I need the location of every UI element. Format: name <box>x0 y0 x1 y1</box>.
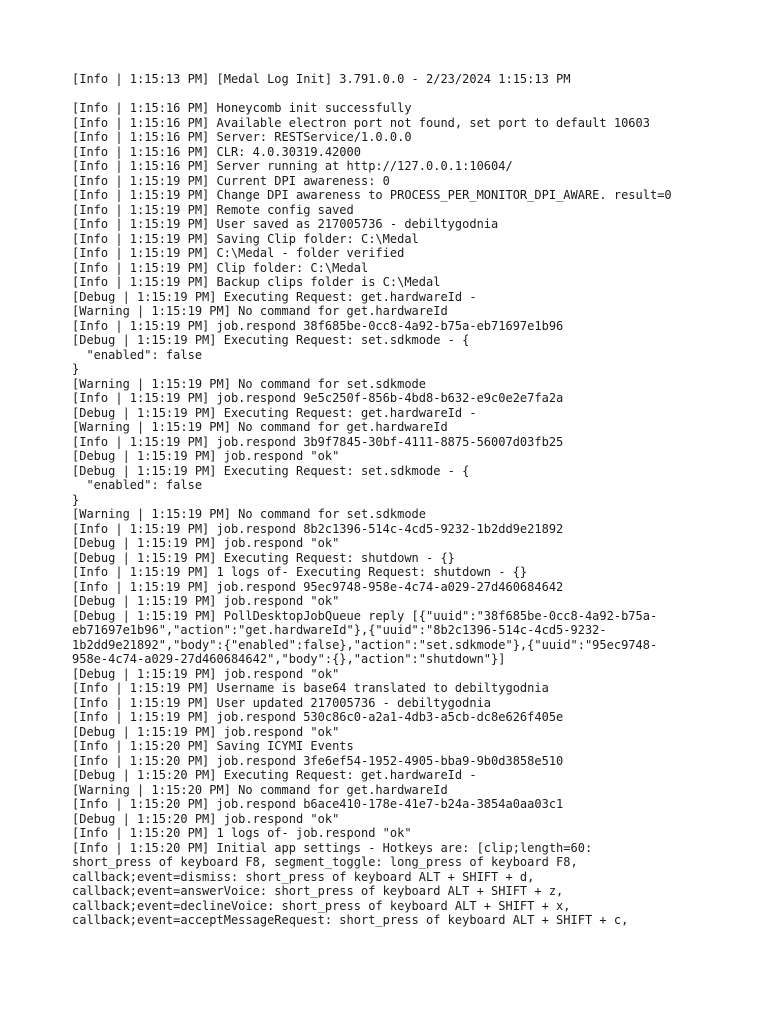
log-line: [Info | 1:15:19 PM] Change DPI awareness to PROCESS_PER_MONITOR_DPI_AWARE. result=0 <box>72 188 672 202</box>
log-line: [Debug | 1:15:20 PM] job.respond "ok" <box>72 811 340 826</box>
log-line: callback;event=acceptMessageRequest: short_press of keyboard ALT + SHIFT + c, <box>72 913 629 927</box>
log-line: [Info | 1:15:20 PM] job.respond 3fe6ef54-1952-4905-bba9-9b0d3858e510 <box>72 753 564 768</box>
log-line: [Debug | 1:15:19 PM] Executing Request: get.hardwareId - <box>72 405 477 420</box>
log-line: [Debug | 1:15:19 PM] job.respond "ok" <box>72 536 340 550</box>
log-line: [Debug | 1:15:19 PM] Executing Request: set.sdkmode - { <box>72 463 470 478</box>
blank-line <box>72 87 712 102</box>
log-line: [Info | 1:15:19 PM] User updated 217005736 - debiltygodnia <box>72 695 492 710</box>
log-line: short_press of keyboard F8, segment_toggle: long_press of keyboard F8, <box>72 855 578 869</box>
log-line: [Debug | 1:15:20 PM] Executing Request: get.hardwareId - <box>72 768 477 782</box>
log-line: [Info | 1:15:16 PM] Server: RESTService/1.0.0.0 <box>72 130 412 144</box>
log-line: [Info | 1:15:19 PM] User saved as 217005736 - debiltygodnia <box>72 217 499 231</box>
log-line: [Warning | 1:15:19 PM] No command for get.hardwareId <box>72 420 448 434</box>
log-line: [Info | 1:15:20 PM] Saving ICYMI Events <box>72 739 354 753</box>
log-line: [Debug | 1:15:19 PM] job.respond "ok" <box>72 666 340 681</box>
log-line: [Info | 1:15:20 PM] job.respond b6ace410-178e-41e7-b24a-3854a0aa03c1 <box>72 797 564 811</box>
log-line: [Debug | 1:15:19 PM] job.respond "ok" <box>72 449 340 463</box>
log-line: [Info | 1:15:19 PM] Username is base64 translated to debiltygodnia <box>72 681 549 695</box>
log-line: "enabled": false <box>72 347 203 362</box>
log-line: [Info | 1:15:16 PM] Honeycomb init successfully <box>72 101 412 115</box>
log-line: [Info | 1:15:19 PM] C:\Medal - folder verified <box>72 246 405 260</box>
log-line: [Debug | 1:15:19 PM] PollDesktopJobQueue reply [{"uuid":"38f685be-0cc8-4a92-b75a- <box>72 608 658 623</box>
log-line: } <box>72 492 80 507</box>
log-line: 958e-4c74-a029-27d460684642","body":{},"action":"shutdown"}] <box>72 652 506 666</box>
log-line: [Warning | 1:15:20 PM] No command for get.hardwareId <box>72 782 448 797</box>
log-line: [Info | 1:15:20 PM] 1 logs of- job.respond "ok" <box>72 826 412 840</box>
log-line: [Info | 1:15:16 PM] Available electron port not found, set port to default 10603 <box>72 115 650 130</box>
log-line: [Info | 1:15:20 PM] Initial app settings - Hotkeys are: [clip;length=60: <box>72 840 593 855</box>
log-line: callback;event=answerVoice: short_press of keyboard ALT + SHIFT + z, <box>72 884 564 898</box>
log-line: [Warning | 1:15:19 PM] No command for get.hardwareId <box>72 304 448 318</box>
log-line: [Info | 1:15:19 PM] Saving Clip folder: C:\Medal <box>72 231 419 246</box>
log-line: [Info | 1:15:16 PM] Server running at http://127.0.0.1:10604/ <box>72 159 513 173</box>
log-line: [Info | 1:15:19 PM] 1 logs of- Executing Request: shutdown - {} <box>72 565 528 579</box>
log-line: } <box>72 362 80 376</box>
log-line: [Info | 1:15:16 PM] CLR: 4.0.30319.42000 <box>72 144 361 159</box>
log-line: [Debug | 1:15:19 PM] Executing Request: set.sdkmode - { <box>72 333 470 347</box>
log-line: [Info | 1:15:19 PM] job.respond 95ec9748-958e-4c74-a029-27d460684642 <box>72 579 564 594</box>
log-line: [Debug | 1:15:19 PM] job.respond "ok" <box>72 724 340 739</box>
log-line: [Info | 1:15:19 PM] job.respond 3b9f7845-30bf-4111-8875-56007d03fb25 <box>72 434 564 449</box>
log-line: "enabled": false <box>72 478 203 492</box>
log-line: [Info | 1:15:19 PM] job.respond 530c86c0-a2a1-4db3-a5cb-dc8e626f405e <box>72 710 564 724</box>
log-line: [Debug | 1:15:19 PM] Executing Request: get.hardwareId - <box>72 289 477 304</box>
log-line: 1b2dd9e21892","body":{"enabled":false},"action":"set.sdkmode"},{"uuid":"95ec9748- <box>72 637 658 652</box>
log-line: callback;event=dismiss: short_press of keyboard ALT + SHIFT + d, <box>72 869 535 884</box>
log-line: [Warning | 1:15:19 PM] No command for set.sdkmode <box>72 507 427 521</box>
log-line: [Info | 1:15:19 PM] job.respond 9e5c250f-856b-4bd8-b632-e9c0e2e7fa2a <box>72 391 564 405</box>
log-line: [Info | 1:15:19 PM] Remote config saved <box>72 202 354 217</box>
log-line: [Info | 1:15:19 PM] Backup clips folder is C:\Medal <box>72 275 441 289</box>
log-text <box>72 72 712 928</box>
log-line: [Debug | 1:15:19 PM] job.respond "ok" <box>72 594 340 608</box>
log-line: [Info | 1:15:19 PM] Current DPI awareness: 0 <box>72 173 390 188</box>
log-line: [Info | 1:15:19 PM] job.respond 8b2c1396-514c-4cd5-9232-1b2dd9e21892 <box>72 521 564 536</box>
log-line: callback;event=declineVoice: short_press of keyboard ALT + SHIFT + x, <box>72 898 571 913</box>
log-line: [Warning | 1:15:19 PM] No command for set.sdkmode <box>72 376 427 391</box>
log-line: [Info | 1:15:13 PM] [Medal Log Init] 3.791.0.0 - 2/23/2024 1:15:13 PM <box>72 72 571 86</box>
log-line: [Info | 1:15:19 PM] job.respond 38f685be-0cc8-4a92-b75a-eb71697e1b96 <box>72 318 564 333</box>
log-line: [Info | 1:15:19 PM] Clip folder: C:\Medal <box>72 260 369 275</box>
log-line: eb71697e1b96","action":"get.hardwareId"},{"uuid":"8b2c1396-514c-4cd5-9232- <box>72 623 607 637</box>
log-line: [Debug | 1:15:19 PM] Executing Request: shutdown - {} <box>72 550 455 565</box>
